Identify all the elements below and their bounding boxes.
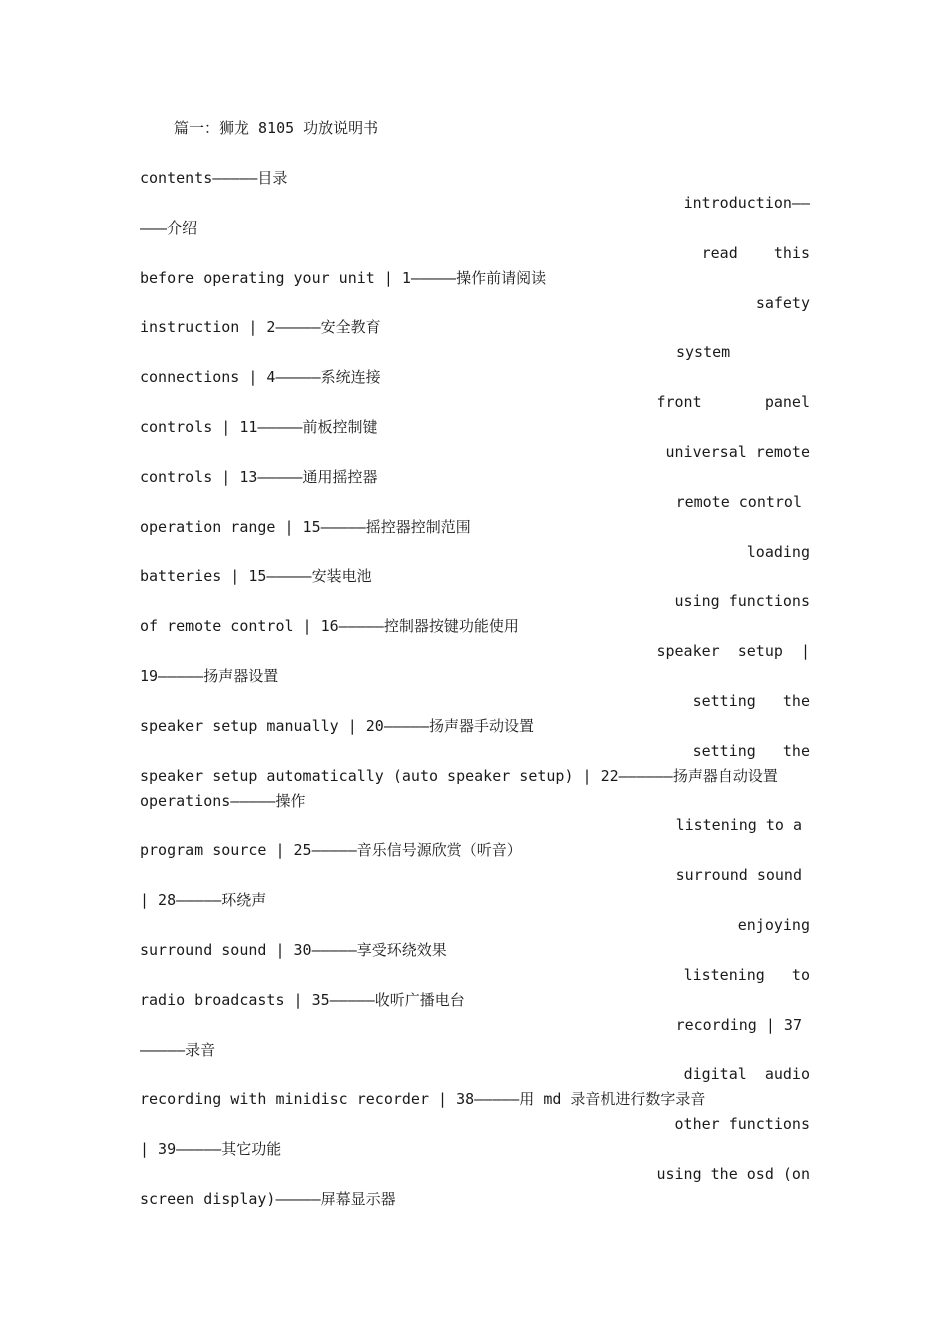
toc-line: digital audio [683, 1065, 810, 1084]
toc-line: universal remote [665, 442, 810, 461]
toc-line: screen display)—————屏幕显示器 [140, 1189, 396, 1208]
toc-line: operation range | 15—————摇控器控制范围 [140, 517, 471, 536]
toc-line: 19—————扬声器设置 [140, 667, 279, 685]
toc-line: safety [755, 293, 810, 312]
toc-line: speaker setup manually | 20—————扬声器手动设置 [140, 716, 534, 735]
toc-line: enjoying [737, 916, 810, 934]
toc-line: surround sound [675, 866, 802, 885]
toc-line: listening to a [675, 816, 802, 835]
toc-line: controls | 13—————通用摇控器 [140, 467, 378, 486]
toc-line: surround sound | 30—————享受环绕效果 [140, 940, 447, 959]
toc-line: ———介绍 [140, 218, 198, 237]
toc-line: instruction | 2—————安全教育 [140, 318, 381, 337]
toc-line: introduction—— [683, 193, 810, 212]
document-title: 篇一：狮龙 8105 功放说明书 [174, 119, 379, 137]
toc-line: listening to [683, 965, 810, 984]
toc-line: loading [746, 542, 810, 561]
toc-line: | 39—————其它功能 [140, 1140, 282, 1159]
toc-line: connections | 4—————系统连接 [140, 368, 381, 387]
toc-line: setting the [692, 741, 810, 760]
toc-line: remote control [675, 492, 802, 511]
toc-line: recording | 37 [675, 1015, 802, 1034]
toc-line: controls | 11—————前板控制键 [140, 418, 378, 436]
toc-line: —————录音 [140, 1040, 216, 1059]
toc-line: read this [701, 243, 810, 262]
toc-line: front panel [656, 393, 810, 412]
toc-line: of remote control | 16—————控制器按键功能使用 [140, 617, 519, 636]
toc-line: | 28—————环绕声 [140, 891, 267, 910]
toc-line: speaker setup automatically (auto speaker setup) | 22——————扬声器自动设置 [140, 766, 778, 785]
toc-line: before operating your unit | 1—————操作前请阅读 [140, 268, 547, 287]
toc-line: other functions [674, 1115, 810, 1134]
toc-line: recording with minidisc recorder | 38—————用 md 录音机进行数字录音 [140, 1090, 706, 1109]
toc-line: operations—————操作 [140, 791, 306, 810]
toc-line: radio broadcasts | 35—————收听广播电台 [140, 990, 465, 1009]
toc-line: program source | 25—————音乐信号源欣赏（听音） [140, 841, 522, 860]
toc-line: speaker setup | [656, 642, 810, 661]
toc-line: using functions [674, 592, 810, 611]
toc-line: batteries | 15—————安装电池 [140, 567, 372, 586]
toc-line: setting the [692, 691, 810, 710]
toc-line: system [676, 343, 731, 362]
toc-line: contents—————目录 [140, 169, 288, 187]
toc-line: using the osd (on [656, 1165, 810, 1183]
